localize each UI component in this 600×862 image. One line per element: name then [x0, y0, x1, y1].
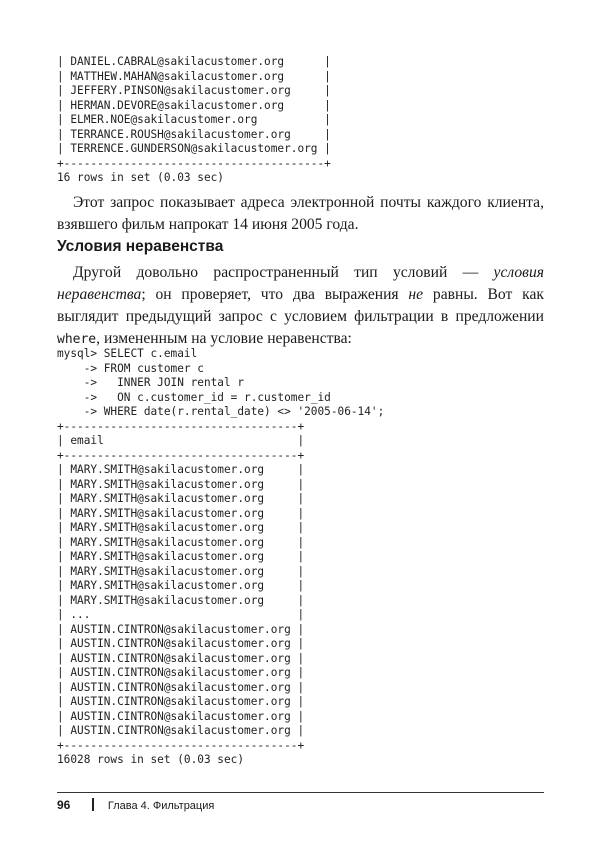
paragraph-description: Этот запрос показывает адреса электронной почты каждого клиента, взявшего фильм напрокат 14 июня 2005 года.: [57, 194, 544, 233]
table-row: | AUSTIN.CINTRON@sakilacustomer.org |: [57, 637, 305, 650]
table-row: | AUSTIN.CINTRON@sakilacustomer.org |: [57, 680, 305, 694]
output-line: | HERMAN.DEVORE@sakilacustomer.org |: [57, 98, 331, 112]
chapter-title: Глава 4. Фильтрация: [107, 800, 215, 812]
output-line: | MATTHEW.MAHAN@sakilacustomer.org |: [57, 69, 331, 83]
table-border: +-----------------------------------+: [57, 419, 305, 433]
page-number: 96: [57, 798, 71, 812]
page-footer: [57, 798, 214, 812]
paragraph-inequality: Другой довольно распространенный тип условий — условия неравенства; он проверяет, что два выражения не равны. Вот как выглядит предыдущий запрос с условием фильтрации в предложении where, измененным на условие неравенства:: [57, 264, 544, 347]
table-row: | MARY.SMITH@sakilacustomer.org |: [57, 463, 305, 476]
rows-count-line: 16028 rows in set (0.03 sec): [57, 753, 245, 766]
table-row: | MARY.SMITH@sakilacustomer.org |: [57, 492, 305, 505]
rows-count-line: 16 rows in set (0.03 sec): [57, 171, 224, 184]
query-block: [57, 347, 384, 768]
table-border: +-----------------------------------+: [57, 738, 305, 752]
table-row: | AUSTIN.CINTRON@sakilacustomer.org |: [57, 666, 305, 679]
table-row: | MARY.SMITH@sakilacustomer.org |: [57, 506, 305, 520]
code-line: -> ON c.customer_id = r.customer_id: [57, 390, 331, 404]
table-row: | MARY.SMITH@sakilacustomer.org |: [57, 564, 305, 578]
table-row-ellipsis: | ... |: [57, 608, 305, 621]
code-line: -> INNER JOIN rental r: [57, 376, 245, 389]
output-line: | JEFFERY.PINSON@sakilacustomer.org |: [57, 84, 331, 97]
table-row: | AUSTIN.CINTRON@sakilacustomer.org |: [57, 695, 305, 708]
query-output-top: [57, 55, 331, 186]
table-row: | MARY.SMITH@sakilacustomer.org |: [57, 593, 305, 607]
table-row: | AUSTIN.CINTRON@sakilacustomer.org |: [57, 651, 305, 665]
table-header: | email |: [57, 434, 305, 447]
code-line: -> WHERE date(r.rental_date) <> '2005-06-14';: [57, 405, 385, 418]
table-row: | AUSTIN.CINTRON@sakilacustomer.org |: [57, 724, 305, 737]
output-line: | DANIEL.CABRAL@sakilacustomer.org |: [57, 55, 331, 68]
code-line: -> FROM customer c: [57, 361, 204, 375]
table-row: | MARY.SMITH@sakilacustomer.org |: [57, 477, 305, 491]
output-line: | TERRANCE.ROUSH@sakilacustomer.org |: [57, 127, 331, 141]
table-row: | MARY.SMITH@sakilacustomer.org |: [57, 521, 305, 534]
output-line: | TERRENCE.GUNDERSON@sakilacustomer.org |: [57, 142, 331, 155]
output-line: +---------------------------------------+: [57, 156, 331, 170]
footer-separator: [92, 798, 94, 811]
table-border: +-----------------------------------+: [57, 448, 305, 462]
table-row: | AUSTIN.CINTRON@sakilacustomer.org |: [57, 709, 305, 723]
table-row: | MARY.SMITH@sakilacustomer.org |: [57, 579, 305, 592]
code-line: mysql> SELECT c.email: [57, 347, 198, 360]
section-heading: Условия неравенства: [57, 238, 224, 255]
table-row: | AUSTIN.CINTRON@sakilacustomer.org |: [57, 622, 305, 636]
footer-divider: [57, 792, 544, 793]
table-row: | MARY.SMITH@sakilacustomer.org |: [57, 550, 305, 563]
table-row: | MARY.SMITH@sakilacustomer.org |: [57, 535, 305, 549]
output-line: | ELMER.NOE@sakilacustomer.org |: [57, 113, 331, 126]
